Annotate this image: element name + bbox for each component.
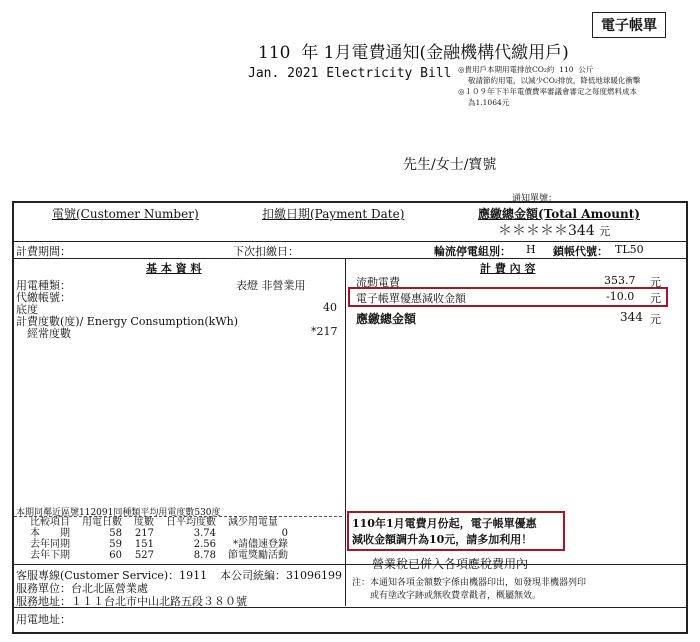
charge-unit-energy: 元 — [650, 276, 661, 289]
table-cell: 3.74 — [193, 528, 216, 539]
outage-group-label: 輪流停電組別： — [434, 245, 511, 258]
charge-label-discount: 電子帳單優惠減收金額 — [356, 292, 466, 305]
regular-usage-label: 經常度數 — [27, 327, 71, 340]
table-row — [24, 539, 294, 550]
col-header-kwh: 度數 — [134, 517, 154, 528]
outage-group-value: H — [526, 243, 536, 256]
billing-period-label: 計費期間： — [16, 245, 71, 258]
col-header-item: 比較項目 — [30, 517, 70, 528]
next-payment-date-label: 下次扣繳日： — [233, 245, 299, 258]
regular-usage-value: *217 — [311, 325, 338, 338]
usage-address-label: 用電地址： — [16, 613, 71, 626]
charge-unit-discount: 元 — [650, 292, 661, 305]
tax-note: 營業稅已併入各項應稅費用內 — [372, 557, 529, 571]
table-cell: 58 — [109, 528, 122, 539]
bill-title-year: 110 — [258, 43, 291, 63]
table-cell: 去年同期 — [30, 539, 70, 550]
fuel-cost-value: 為1.1064元 — [468, 98, 510, 107]
co2-note-line2: 敬請節約用電，以減少CO₂排放，降低地球暖化衝擊 — [468, 76, 641, 85]
charge-value-discount: -10.0 — [606, 290, 635, 303]
usage-comparison-table — [24, 517, 294, 561]
table-row — [24, 550, 294, 561]
promo-line-2: 減收金額調升為10元，請多加利用！ — [352, 533, 533, 546]
total-amount-value — [498, 220, 610, 240]
table-cell: 去年下期 — [30, 550, 70, 561]
col-header-daily-avg: 日平均度數 — [166, 517, 216, 528]
co2-note-unit: 公斤 — [578, 65, 594, 74]
col-header-days: 用電日數 — [82, 517, 122, 528]
base-value: 40 — [323, 301, 337, 314]
table-row — [24, 517, 294, 528]
base-label: 底度 — [16, 303, 38, 316]
table-cell: 151 — [134, 539, 154, 550]
fuel-cost-note: ◎１０９年下半年電價費率審議會審定之每度燃料成本 — [458, 87, 638, 96]
table-cell: 59 — [109, 539, 122, 550]
notice-number-label: 通知單號： — [512, 194, 558, 204]
table-cell: 217 — [134, 528, 154, 539]
charge-label-total: 應繳總金額 — [356, 312, 417, 326]
col-header-reduction: 減少用電量 — [228, 517, 278, 528]
validity-note-line-1: 注：本通知各項金額數字係由機器印出，如發現非機器列印 — [352, 578, 587, 588]
co2-note — [458, 64, 640, 108]
company-tax-id: 本公司統編：31096199 — [220, 569, 342, 582]
usage-type-label: 用電種類： — [16, 279, 71, 292]
table-cell: 527 — [134, 550, 154, 561]
co2-note-prefix: ◎貴用戶本期用電排放CO₂約 — [458, 65, 555, 74]
total-amount-unit: 元 — [599, 225, 611, 238]
co2-note-value: 110 — [559, 65, 574, 74]
table-cell: 本 期 — [30, 528, 70, 539]
table-cell: 8.78 — [193, 550, 216, 561]
customer-number-label: 電號(Customer Number) — [52, 207, 199, 221]
charges-heading: 計 費 內 容 — [480, 262, 536, 275]
charge-value-total: 344 — [620, 310, 643, 324]
table-cell: 60 — [109, 550, 122, 561]
service-address: 服務地址：１１１台北市中山北路五段３８０號 — [16, 595, 247, 608]
service-unit: 服務單位：台北北區營業處 — [16, 582, 148, 595]
bill-title — [258, 38, 569, 63]
promo-line-1: 110年1月電費月份起，電子帳單優惠 — [352, 517, 537, 530]
area-code-value: TL50 — [615, 243, 644, 256]
consumption-label: 計費度數(度)/ Energy Consumption(kWh) — [16, 315, 239, 328]
payment-date-label: 扣繳日期(Payment Date) — [262, 207, 405, 221]
bill-subtitle: Jan. 2021 Electricity Bill — [248, 66, 452, 81]
bill-title-text: 年 1月電費通知(金融機構代繳用戶) — [301, 43, 569, 63]
total-amount-number: ＊＊＊＊＊344 — [498, 223, 595, 239]
total-amount-label: 應繳總金額(Total Amount) — [478, 207, 640, 221]
usage-type-value: 表燈 非營業用 — [236, 279, 306, 292]
charge-label-energy: 流動電費 — [356, 276, 400, 289]
neighbor-average-caption: 本期同鄰近區號112091同種類平均用電度數530度 — [16, 508, 221, 518]
table-cell: 節電獎勵活動 — [228, 550, 288, 561]
table-cell: 0 — [281, 528, 288, 539]
charge-value-energy: 353.7 — [604, 274, 636, 287]
basic-data-heading: 基 本 資 料 — [146, 262, 202, 275]
validity-note-line-2: 或有塗改字跡或無收費章戳者，概屬無效。 — [352, 591, 542, 601]
table-cell: 2.56 — [193, 539, 216, 550]
customer-service-line: 客服專線(Customer Service)：1911 — [16, 569, 208, 582]
table-cell: *請儘速登錄 — [233, 539, 288, 550]
e-bill-tag: 電子帳單 — [592, 12, 666, 38]
table-row — [24, 528, 294, 539]
area-code-label: 鎖帳代號： — [553, 245, 608, 258]
charge-unit-total: 元 — [650, 313, 661, 326]
account-label: 代繳帳號： — [16, 291, 71, 304]
salutation: 先生/女士/寶號 — [403, 157, 497, 173]
